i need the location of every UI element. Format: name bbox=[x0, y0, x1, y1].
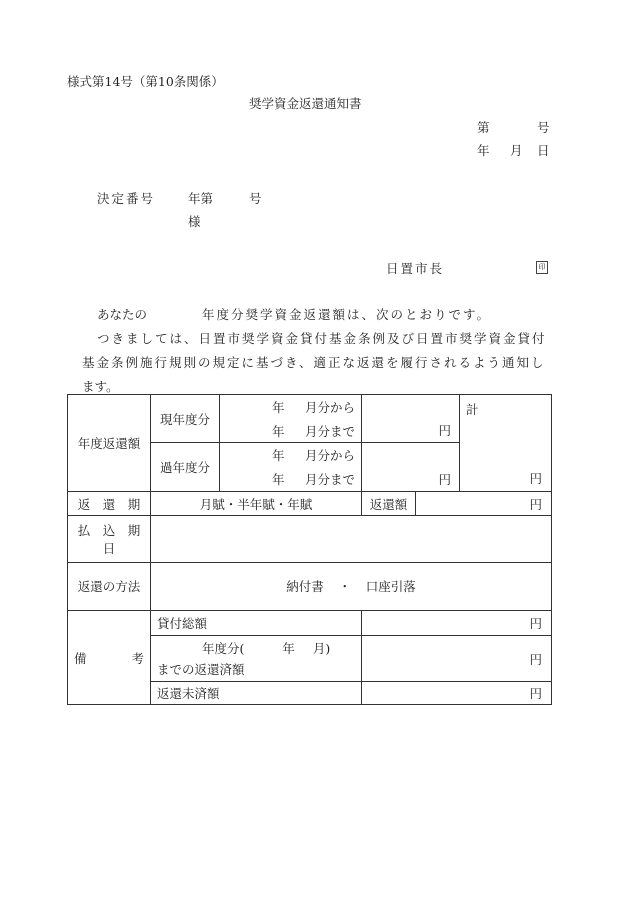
loan-total-cell: 円 bbox=[362, 611, 552, 636]
seal-mark: 印 bbox=[536, 261, 548, 274]
past-year-label: 過年度分 bbox=[151, 443, 220, 491]
due-date-label: 払 込 期 日 bbox=[68, 516, 151, 562]
document-title: 奨学資金返還通知書 bbox=[249, 96, 362, 111]
repaid-amount-cell: 円 bbox=[362, 636, 552, 681]
body-line1-suffix: 年度分奨学資金返還額は、次のとおりです。 bbox=[202, 307, 492, 322]
doc-number-go: 号 bbox=[537, 120, 550, 135]
sender-title: 日置市長 bbox=[386, 261, 445, 276]
past-to-month: 月分まで bbox=[304, 472, 355, 488]
past-from-year: 年 bbox=[272, 448, 285, 464]
date-day: 日 bbox=[537, 143, 550, 158]
past-to-cell bbox=[220, 467, 362, 491]
repaid-year: 年 bbox=[282, 640, 295, 656]
current-year-label: 現年度分 bbox=[151, 395, 220, 443]
repayment-amount-cell: 円 bbox=[416, 491, 552, 515]
repaid-label bbox=[151, 636, 362, 681]
body-line2: つきましては、日置市奨学資金貸付基金条例及び日置市奨学資金貸付 bbox=[97, 331, 547, 346]
total-yen: 円 bbox=[529, 470, 543, 486]
repaid-line2: までの返還済額 bbox=[157, 661, 245, 677]
current-to-cell bbox=[220, 419, 362, 443]
loan-total-label: 貸付総額 bbox=[151, 611, 362, 636]
method-debit: 口座引落 bbox=[365, 579, 416, 595]
method-separator: ・ bbox=[338, 579, 351, 595]
repaid-month: 月) bbox=[312, 640, 331, 656]
unpaid-amount-cell: 円 bbox=[362, 681, 552, 704]
decision-go: 号 bbox=[249, 191, 262, 206]
body-line3: 基金条例施行規則の規定に基づき、適正な返還を履行されるよう通知し bbox=[82, 355, 546, 370]
past-from-cell bbox=[220, 443, 362, 467]
past-from-month: 月分から bbox=[304, 448, 355, 464]
past-to-year: 年 bbox=[272, 472, 285, 488]
due-date-value bbox=[151, 516, 552, 562]
repayment-period-options: 月賦・半年賦・年賦 bbox=[151, 491, 362, 515]
unpaid-label: 返還未済額 bbox=[151, 681, 362, 704]
current-amount-cell: 円 bbox=[362, 395, 460, 443]
current-from-year: 年 bbox=[272, 399, 285, 415]
form-number: 様式第14号（第10条関係） bbox=[67, 74, 224, 89]
method-invoice: 納付書 bbox=[286, 579, 324, 595]
method-options bbox=[151, 562, 552, 610]
total-cell bbox=[460, 395, 552, 492]
current-from-month: 月分から bbox=[304, 399, 355, 415]
date-month: 月 bbox=[510, 143, 523, 158]
annual-repayment-label: 年度返還額 bbox=[68, 395, 151, 492]
body-line4: ます。 bbox=[82, 379, 119, 394]
repaid-year-part: 年度分( bbox=[202, 640, 245, 656]
remarks-label: 備 考 bbox=[68, 611, 151, 705]
repayment-period-label: 返 還 期 bbox=[68, 491, 151, 515]
current-from-cell bbox=[220, 395, 362, 419]
repayment-amount-label: 返還額 bbox=[362, 491, 416, 515]
method-label: 返還の方法 bbox=[68, 562, 151, 610]
past-amount-cell: 円 bbox=[362, 443, 460, 491]
recipient-honorific: 様 bbox=[188, 214, 201, 229]
date-year: 年 bbox=[477, 143, 490, 158]
decision-year-dai: 年第 bbox=[188, 191, 214, 206]
decision-number-label: 決定番号 bbox=[97, 191, 156, 206]
repayment-table bbox=[67, 394, 552, 705]
doc-number-dai: 第 bbox=[477, 120, 490, 135]
current-to-year: 年 bbox=[272, 423, 285, 439]
current-to-month: 月分まで bbox=[304, 423, 355, 439]
total-label: 計 bbox=[466, 402, 479, 417]
body-line1-prefix: あなたの bbox=[97, 307, 148, 322]
